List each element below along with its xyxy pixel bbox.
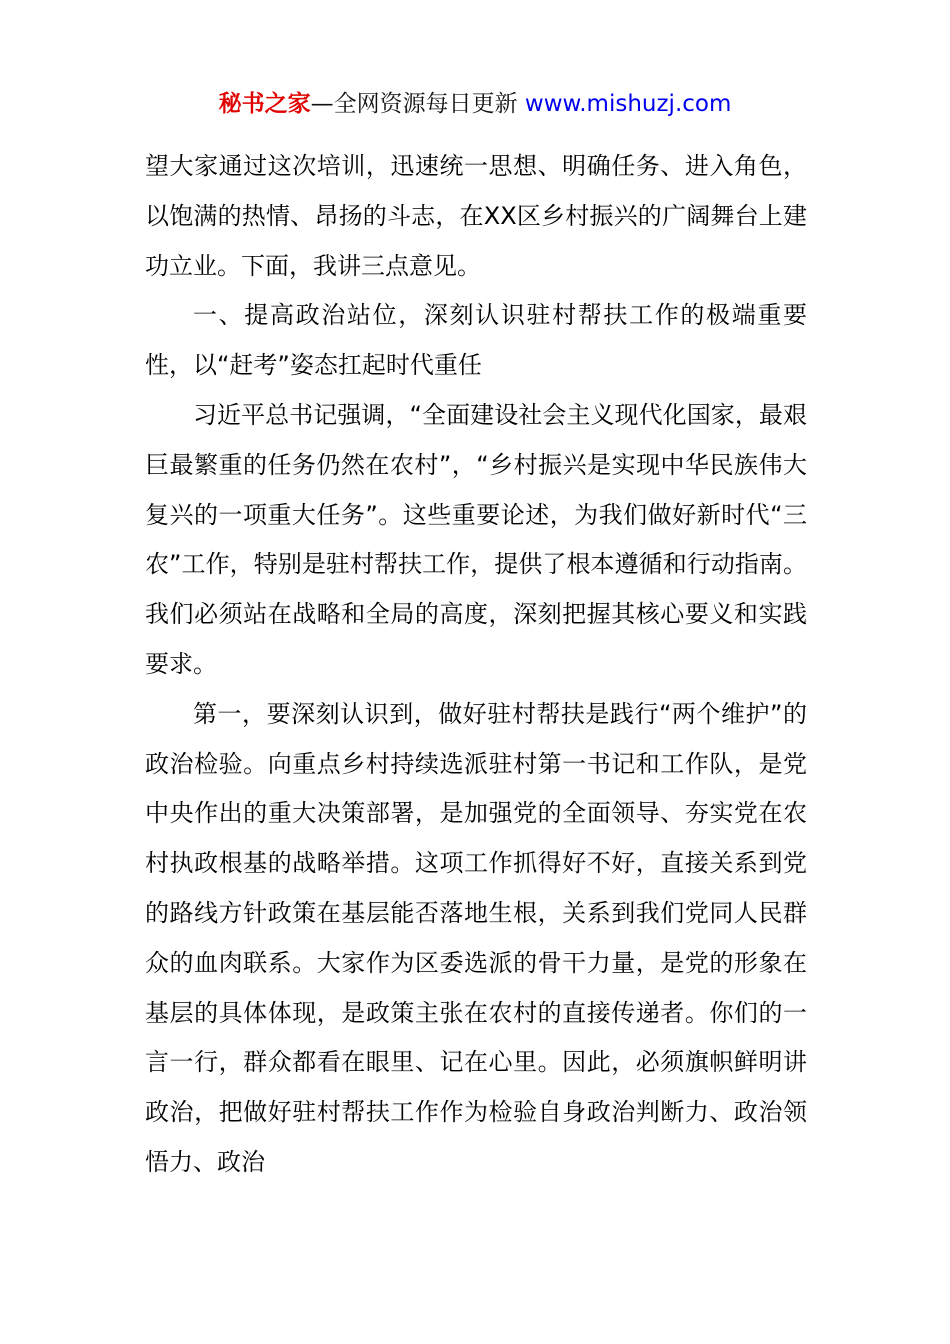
paragraph-continuation: 望大家通过这次培训，迅速统一思想、明确任务、进入角色，以饱满的热情、昂扬的斗志，在XX区乡村振兴的广阔舞台上建功立业。下面，我讲三点意见。	[145, 152, 807, 280]
paragraph-quote: 习近平总书记强调，“全面建设社会主义现代化国家，最艰巨最繁重的任务仍然在农村”，“乡村振兴是实现中华民族伟大复兴的一项重大任务”。这些重要论述，为我们做好新时代“三农”工作，特别是驻村帮扶工作，提供了根本遵循和行动指南。我们必须站在战略和全局的高度，深刻把握其核心要义和实践要求。	[145, 400, 807, 678]
document-body	[145, 142, 807, 1188]
section-heading-1: 一、提高政治站位，深刻认识驻村帮扶工作的极端重要性，以“赶考”姿态扛起时代重任	[145, 301, 807, 380]
site-url-link[interactable]: www.mishuzj.com	[524, 91, 732, 117]
site-tagline: —全网资源每日更新	[310, 91, 518, 117]
paragraph-first-point: 第一，要深刻认识到，做好驻村帮扶是践行“两个维护”的政治检验。向重点乡村持续选派驻村第一书记和工作队，是党中央作出的重大决策部署，是加强党的全面领导、夯实党在农村执政根基的战略举措。这项工作抓得好不好，直接关系到党的路线方针政策在基层能否落地生根，关系到我们党同人民群众的血肉联系。大家作为区委选派的骨干力量，是党的形象在基层的具体体现，是政策主张在农村的直接传递者。你们的一言一行，群众都看在眼里、记在心里。因此，必须旗帜鲜明讲政治，把做好驻村帮扶工作作为检验自身政治判断力、政治领悟力、政治	[145, 699, 807, 1176]
site-brand: 秘书之家	[218, 91, 311, 117]
page-header	[0, 88, 950, 120]
